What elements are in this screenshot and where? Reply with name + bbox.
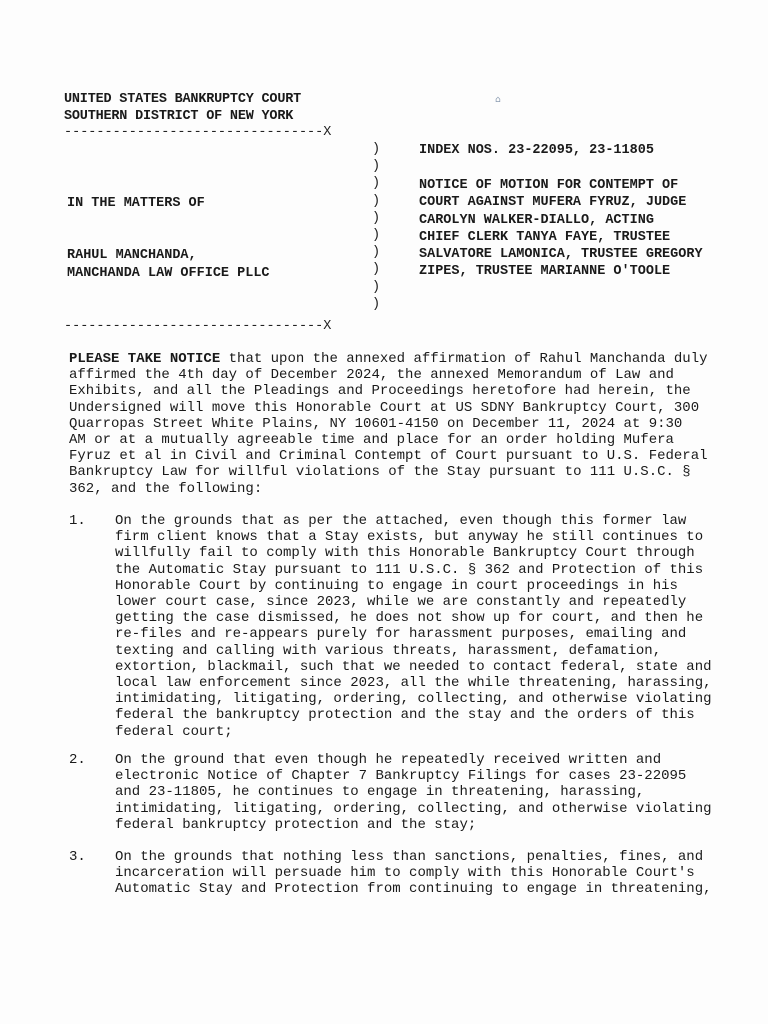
party-name: RAHUL MANCHANDA, [67, 248, 197, 263]
court-district: SOUTHERN DISTRICT OF NEW YORK [64, 109, 294, 124]
matters-label: IN THE MATTERS OF [67, 196, 205, 211]
caption-rule-bottom: --------------------------------X [64, 319, 332, 334]
party-firm: MANCHANDA LAW OFFICE PLLC [67, 265, 270, 281]
list-item-text: On the grounds that nothing less than sanctions, penalties, fines, and incarceration will persuade him to comply with this Honorable Court's Automatic Stay and Protection from continuing to engage in threatening, [115, 849, 712, 898]
motion-title: NOTICE OF MOTION FOR CONTEMPT OF COURT AGAINST MUFERA FYRUZ, JUDGE CAROLYN WALKER-DIALLO, ACTING CHIEF CLERK TANYA FAYE, TRUSTEE SALVATORE LAMONICA, TRUSTEE GREGORY ZIPES, TRUSTEE MARIANNE O'TOOLE [419, 178, 703, 280]
notice-text: that upon the annexed affirmation of Rahul Manchanda duly affirmed the 4th day of December 2024, the annexed Memorandum of Law and Exhibits, and all the Pleadings and Proceedings heretofore had herein, the Undersigned will move this Honorable Court at US SDNY Bankruptcy Court, 300 Quarropas Street White Plains, NY 10601-4150 on December 11, 2024 at 9:30 AM or at a mutually agreeable time and place for an order holding Mufera Fyruz et al in Civil and Criminal Contempt of Court pursuant to U.S. Federal Bankruptcy Law for willful violations of the Stay pursuant to 111 U.S.C. § 362, and the following: [69, 351, 708, 497]
list-item-number: 1. [69, 513, 86, 529]
list-item-text: On the ground that even though he repeatedly received written and electronic Notice of Chapter 7 Bankruptcy Filings for cases 23-22095 and 23-11805, he continues to engage in threatening, harassing, intimidating, litigating, ordering, collecting, and otherwise violating federal bankruptcy protection and the stay; [115, 752, 712, 833]
notice-paragraph [69, 351, 725, 497]
list-item-number: 2. [69, 752, 86, 768]
caption-rule-top: --------------------------------X [64, 125, 332, 140]
caption-parties [67, 247, 270, 282]
scan-mark: ⌂ [495, 95, 501, 105]
index-numbers: INDEX NOS. 23-22095, 23-11805 [419, 143, 654, 158]
list-item-number: 3. [69, 849, 86, 865]
court-header [64, 91, 301, 125]
court-name: UNITED STATES BANKRUPTCY COURT [64, 92, 302, 107]
list-item-text: On the grounds that as per the attached, even though this former law firm client knows that a Stay exists, but anyway he still continues to willfully fail to comply with this Honorable Bankruptcy Court through the Automatic Stay pursuant to 111 U.S.C. § 362 and Protection of this Honorable Court by continuing to engage in court proceedings in his lower court case, since 2023, while we are constantly and repeatedly getting the case dismissed, he does not show up for court, and then he re-files and re-appears purely for harassment purposes, emailing and texting and calling with various threats, harassment, defamation, extortion, blackmail, such that we needed to contact federal, state and local law enforcement since 2023, all the while threatening, harassing, intimidating, litigating, ordering, collecting, and otherwise violating federal the bankruptcy protection and the stay and the orders of this federal court; [115, 513, 712, 740]
caption-parens: ) ) ) ) ) ) ) ) ) ) [372, 142, 381, 312]
notice-lead: PLEASE TAKE NOTICE [69, 351, 221, 367]
